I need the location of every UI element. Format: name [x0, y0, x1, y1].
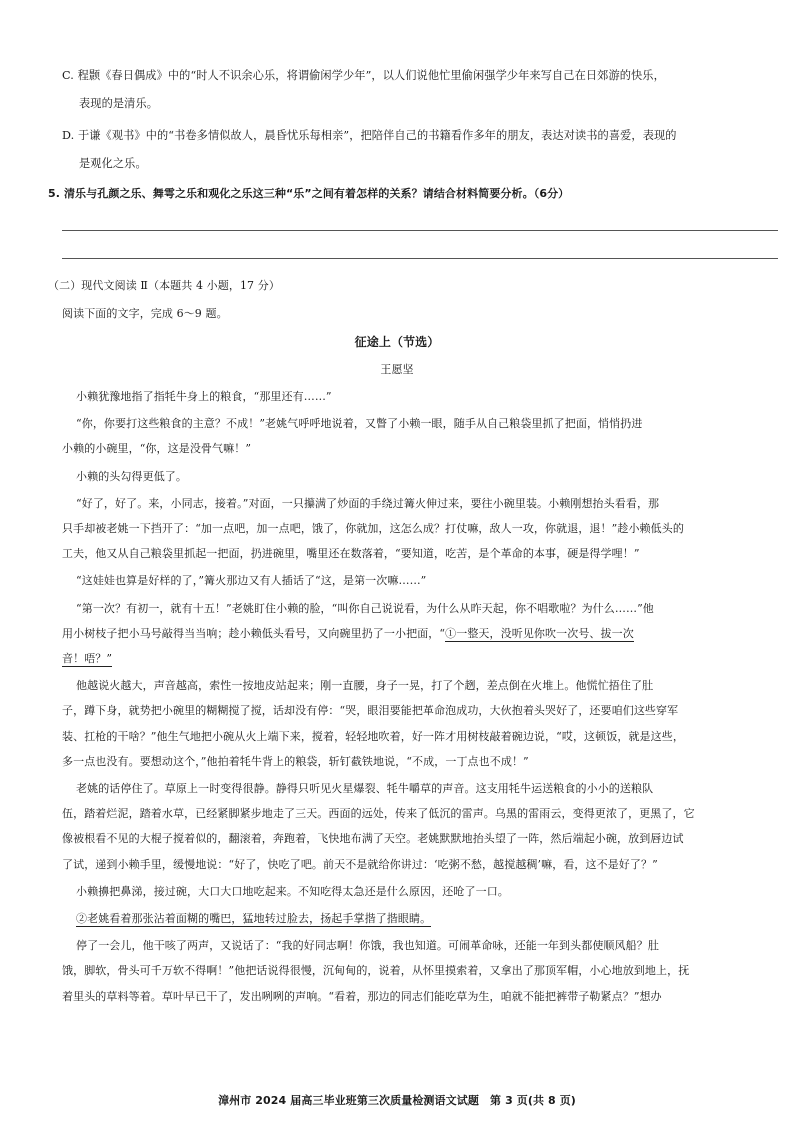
answer-line-1[interactable] [62, 230, 778, 231]
paragraph-line: 饿，脚软，骨头可千万软不得啊！”他把话说得很慢，沉甸甸的，说着，从怀里摸索着，又拿出了那顶军帽，小心地放到地上，抚 [62, 964, 690, 978]
paragraph-line: 像被根看不见的大棍子搅着似的，翻滚着，奔跑着，飞快地布满了天空。老姚默默地抬头望了一阵，然后端起小碗，放到唇边试 [62, 832, 684, 846]
underlined-sentence-1-cont: 音！唔？” [62, 652, 113, 665]
paragraph-line: 他越说火越大，声音越高，索性一按地皮站起来；刚一直腰，身子一晃，打了个趔，差点倒在火堆上。他慌忙捂住了肚 [76, 679, 654, 693]
article-author: 王愿坚 [380, 363, 414, 376]
answer-line-2[interactable] [62, 258, 778, 259]
paragraph [62, 464, 792, 489]
paragraph [62, 411, 792, 461]
paragraph-line: “这娃娃也算是好样的了，”篝火那边又有人插话了“这，是第一次嘛……” [76, 574, 427, 588]
underlined-sentence-1: ①一整天，没听见你吹一次号、拔一次 [445, 626, 634, 640]
paragraph-line [76, 906, 792, 931]
paragraph-line: 装、扛枪的干啥？”他生气地把小碗从火上端下来，搅着，轻轻地吹着，好一阵才用树枝敲着碗边说，“哎，这顿饭，就是这些， [62, 729, 684, 743]
paragraph-line: 伍，踏着烂泥，踏着水草，已经紧脚紧步地走了三天。西面的远处，传来了低沉的雷声。乌黑的雷雨云，变得更浓了，更黑了，它 [62, 807, 695, 821]
section-header: （二）现代文阅读 Ⅱ（本题共 4 小题，17 分） [48, 279, 280, 292]
paragraph-line: “第一次？有初一，就有十五！”老姚盯住小赖的脸，“叫你自己说说看，为什么从昨天起，你不唱歌啦？为什么……”他 [76, 601, 654, 615]
paragraph-line: 小赖的小碗里，“你，这是没骨气嘛！” [62, 442, 252, 456]
paragraph-line: 小赖擤把鼻涕，接过碗，大口大口地吃起来。不知吃得太急还是什么原因，还呛了一口。 [76, 884, 509, 898]
paragraph-line: 小赖的头勾得更低了。 [76, 469, 187, 483]
paragraph-line: 停了一会儿，他干咳了两声，又说话了：“我的好同志啊！你饿，我也知道。可闹革命咏，还能一年到头都使顺风船？肚 [76, 939, 659, 953]
paragraph [62, 776, 792, 877]
option-d-line2: 是观化之乐。 [79, 157, 147, 170]
paragraph-line: 多一点也没有。要想动这个，”他拍着牦牛背上的粮袋，斩钉截铁地说，“不成，一丁点也不成！” [62, 754, 529, 768]
page-footer: 漳州市 2024 届高三毕业班第三次质量检测语文试题 第 3 页(共 8 页) [218, 1094, 576, 1107]
paragraph [62, 673, 792, 774]
option-c [62, 62, 762, 118]
paragraph-line: “好了，好了。来，小同志，接着。”对面，一只攥满了炒面的手绕过篝火伸过来，要往小碗里装。小赖刚想抬头看看，那 [76, 496, 660, 510]
paragraph [62, 596, 792, 672]
paragraph-line [62, 646, 792, 671]
paragraph-line [62, 621, 792, 646]
paragraph-line: 小赖犹豫地指了指牦牛身上的粮食，“那里还有……” [76, 390, 332, 403]
paragraph-line: 子，蹲下身，就势把小碗里的糊糊搅了搅，话却没有停：“哭，眼泪要能把革命泡成功，大伙抱着头哭好了，还要咱们这些穿军 [62, 704, 679, 718]
question-5: 5. 清乐与孔颜之乐、舞雩之乐和观化之乐这三种“乐”之间有着怎样的关系？请结合材料简要分析。（6分） [48, 187, 570, 200]
option-d [62, 122, 762, 178]
paragraph [62, 384, 792, 409]
paragraph [62, 906, 792, 931]
paragraph [62, 491, 792, 567]
paragraph [62, 568, 792, 593]
paragraph-line: 工夫，他又从自己粮袋里抓起一把面，扔进碗里，嘴里还在数落着，“要知道，吃苦，是个革命的本事，硬是得学哩！” [62, 547, 640, 561]
option-d-line1: D. 于谦《观书》中的“书卷多情似故人，晨昏忧乐每相亲”，把陪伴自己的书籍看作多年的朋友，表达对读书的喜爱，表现的 [62, 129, 677, 142]
paragraph-line: 老姚的话停住了。草原上一时变得很静。静得只听见火星爆裂、牦牛嚼草的声音。这支用牦牛运送粮食的小小的送粮队 [76, 782, 654, 795]
paragraph-line: 只手却被老姚一下挡开了：“加一点吧，加一点吧，饿了，你就加，这怎么成？打仗嘛，敌人一攻，你就退，退！”趁小赖低头的 [62, 522, 684, 535]
option-c-line1: C. 程颢《春日偶成》中的“时人不识余心乐，将谓偷闲学少年”，以人们说他忙里偷闲强学少年来写自己在日郊游的快乐， [62, 69, 665, 82]
article-title: 征途上（节选） [354, 335, 440, 349]
paragraph [62, 933, 792, 1009]
line-text: 用小树枝子把小马号敲得当当响；趁小赖低头看号，又向碗里扔了一小把面，“ [62, 626, 446, 640]
instruction: 阅读下面的文字，完成 6～9 题。 [62, 307, 228, 320]
paragraph-line: 着里头的草料等着。草叶早已干了，发出咧咧的声响。“看着，那边的同志们能吃草为生，咱就不能把裤带子勒紧点？”想办 [62, 989, 662, 1003]
paragraph-line: 了试，递到小赖手里，缓慢地说：“好了，快吃了吧。前天不是就给你讲过：‘吃粥不愁，越搅越稠’嘛，看，这不是好了？” [62, 857, 658, 871]
paragraph-line: “你，你要打这些粮食的主意？不成！”老姚气呼呼地说着，又瞥了小赖一眼，随手从自己粮袋里抓了把面，悄悄扔进 [76, 417, 643, 431]
option-c-line2: 表现的是清乐。 [79, 97, 159, 110]
paragraph [62, 879, 792, 904]
underlined-sentence-2: ②老姚看着那张沾着面糊的嘴巴，猛地转过脸去，扬起手掌揩了揩眼睛。 [76, 912, 432, 925]
